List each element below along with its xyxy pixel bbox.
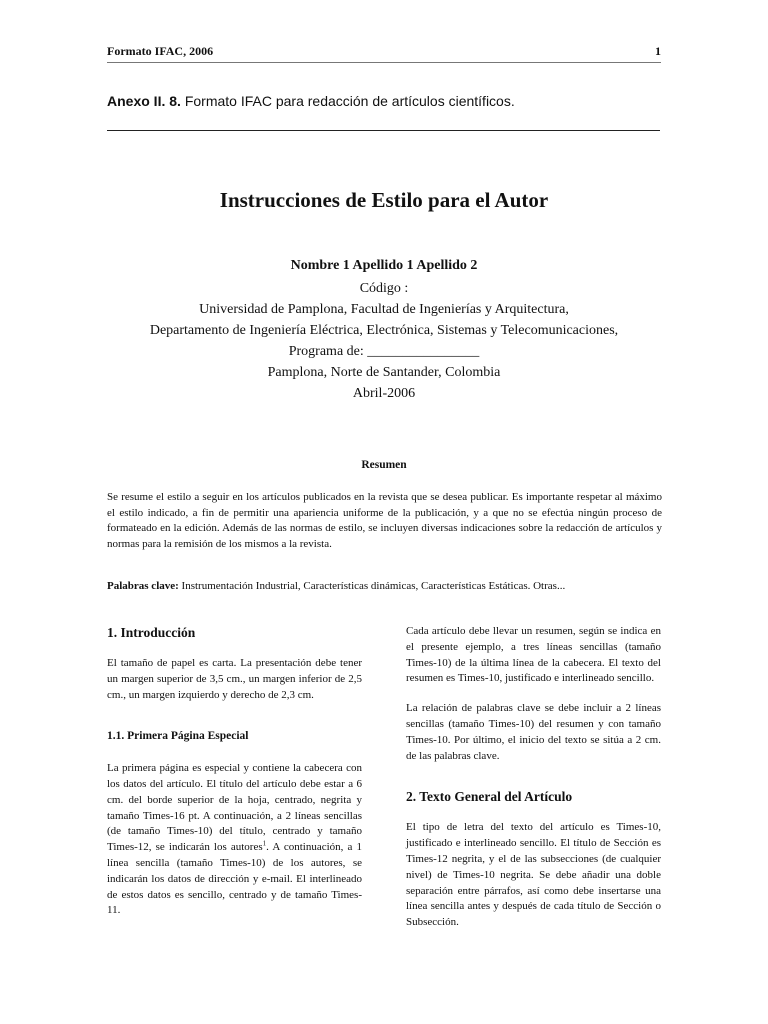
author-location: Pamplona, Norte de Santander, Colombia <box>267 365 501 380</box>
paragraph-first-page <box>107 761 362 919</box>
paragraph-first-page-part2: . A continuación, a 1 línea sencilla (tamaño Times-10) de los autores, se indicarán los datos de dirección y e-mail. El interlineado de estos datos es sencillo, centrado y de tamaño Times-11. <box>107 841 362 917</box>
right-column <box>406 624 661 931</box>
author-date: Abril-2006 <box>352 386 416 401</box>
abstract-heading: Resumen <box>361 459 407 471</box>
paragraph-keywords-rules: La relación de palabras clave se debe incluir a 2 líneas sencillas (tamaño Times-10) del resumen y con tamaño Times-10. Por último, el inicio del texto se sitúa a 2 cm. de las palabras clave. <box>406 702 661 762</box>
paragraph-first-page-part1: La primera página es especial y contiene la cabecera con los datos del artículo. El título del artículo debe estar a 6 cm. del borde superior de la hoja, centrado, negrita y tamaño Times-16 pt. A continuación, a 2 líneas sencillas (de tamaño Times-10) del título, centrado y tamaño Times-12, se indicarán los autores <box>107 762 362 854</box>
annex-label: Anexo II. 8. <box>107 93 181 109</box>
author-block <box>0 255 768 404</box>
paragraph-general-text: El tipo de letra del texto del artículo es Times-10, justificado e interlineado sencillo. El título de Sección es Times-12 negrita, y el de las subsecciones (de cualquier nivel) de Times-10 negrita. Se debe añadir una doble separación entre párrafos, así como debe insertarse una línea sencilla antes y después de cada título de Sección o Subsección. <box>406 821 661 929</box>
paragraph-paper-size: El tamaño de papel es carta. La presentación debe tener un margen superior de 3,5 cm., un margen inferior de 2,5 cm., un margen izquierdo y derecho de 2,3 cm. <box>107 657 362 701</box>
author-university: Universidad de Pamplona, Facultad de Ingenierías y Arquitectura, <box>199 302 569 317</box>
header-rule <box>107 62 661 63</box>
section-heading-general-text: 2. Texto General del Artículo <box>406 789 573 805</box>
author-names: Nombre 1 Apellido 1 Apellido 2 <box>290 258 478 273</box>
author-code: Código : <box>359 281 409 296</box>
keywords-text: Instrumentación Industrial, Características dinámicas, Características Estáticas. Otras... <box>181 580 566 592</box>
annex-rule <box>107 130 660 131</box>
footnote-marker: 1 <box>262 839 267 848</box>
keywords <box>107 580 662 592</box>
keywords-label: Palabras clave: <box>107 580 179 592</box>
subsection-heading-first-page: 1.1. Primera Página Especial <box>107 730 249 743</box>
running-header-title: Formato IFAC, 2006 <box>107 44 214 58</box>
page-number: 1 <box>655 44 661 58</box>
annex-line <box>107 93 515 109</box>
section-heading-introduction: 1. Introducción <box>107 625 196 640</box>
annex-text: Formato IFAC para redacción de artículos científicos. <box>184 93 515 109</box>
author-department: Departamento de Ingeniería Eléctrica, Electrónica, Sistemas y Telecomunicaciones, <box>149 323 619 338</box>
running-header <box>107 44 661 59</box>
paragraph-abstract-rules: Cada artículo debe llevar un resumen, según se indica en el presente ejemplo, a tres líneas sencillas (tamaño Times-10) de la última línea de la cabecera. El texto del resumen es Times-10, justificado e interlineado sencillo. <box>406 625 661 685</box>
left-column <box>107 624 362 919</box>
author-program: Programa de: ________________ <box>288 344 480 359</box>
abstract-text: Se resume el estilo a seguir en los artículos publicados en la revista que se desea publicar. Es importante respetar al máximo el estilo indicado, a fin de permitir una apariencia uniforme de la publicación, y a que no se efectúa ningún proceso de formateado en la edición. Además de las normas de estilo, se incluyen diversas indicaciones sobre la redacción de artículos y normas para la remisión de los mismos a la revista. <box>107 491 662 550</box>
paper-title: Instrucciones de Estilo para el Autor <box>219 188 549 212</box>
